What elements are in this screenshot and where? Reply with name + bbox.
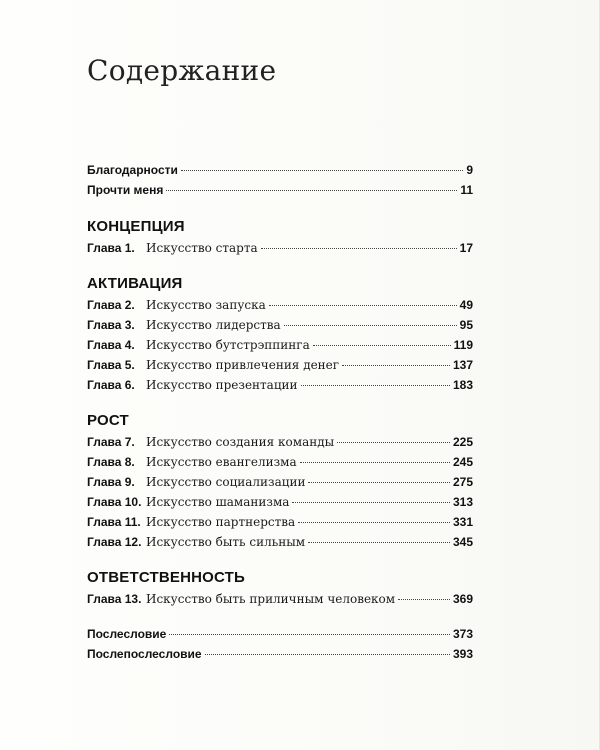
chapter-title: Искусство привлечения денег — [146, 358, 340, 372]
page-number: 275 — [452, 475, 473, 489]
dot-leader — [301, 385, 450, 386]
chapter-number: Глава 2. — [87, 298, 135, 312]
page-number: 11 — [460, 183, 473, 197]
dot-leader — [205, 654, 450, 655]
dot-leader — [342, 365, 450, 366]
dot-leader — [261, 248, 457, 249]
dot-leader — [284, 325, 457, 326]
toc-entry-chapter-12[interactable] — [87, 532, 473, 552]
dot-leader — [308, 542, 450, 543]
chapter-number: Глава 1. — [87, 241, 135, 255]
page-number: 245 — [452, 455, 473, 469]
page-number: 373 — [452, 627, 473, 641]
chapter-title: Искусство быть сильным — [146, 535, 306, 549]
toc-entry-acknowledgements[interactable] — [87, 160, 473, 180]
dot-leader — [181, 170, 463, 171]
dot-leader — [166, 190, 457, 191]
dot-leader — [300, 462, 450, 463]
chapter-title: Искусство партнерства — [146, 515, 296, 529]
toc-entry-post-afterword[interactable] — [87, 644, 473, 664]
page-number: 183 — [452, 378, 473, 392]
table-of-contents — [87, 160, 473, 664]
chapter-title: Искусство шаманизма — [146, 495, 290, 509]
chapter-number: Глава 10. — [87, 495, 142, 509]
chapter-title: Искусство евангелизма — [146, 455, 297, 469]
page-number: 225 — [452, 435, 473, 449]
page-number: 95 — [459, 318, 473, 332]
chapter-number: Глава 11. — [87, 515, 141, 529]
toc-entry-chapter-4[interactable] — [87, 335, 473, 355]
chapter-title: Искусство создания команды — [146, 435, 335, 449]
toc-entry-chapter-11[interactable] — [87, 512, 473, 532]
chapter-title: Искусство бутстрэппинга — [146, 338, 310, 352]
page-number: 331 — [452, 515, 473, 529]
toc-entry-chapter-3[interactable] — [87, 315, 473, 335]
entry-label: Послепослесловие — [87, 647, 202, 661]
toc-entry-chapter-5[interactable] — [87, 355, 473, 375]
page-title: Содержание — [87, 54, 277, 87]
dot-leader — [398, 599, 450, 600]
toc-entry-chapter-13[interactable] — [87, 589, 473, 609]
dot-leader — [269, 305, 457, 306]
chapter-title: Искусство лидерства — [146, 318, 281, 332]
toc-entry-chapter-7[interactable] — [87, 432, 473, 452]
page-number: 17 — [459, 241, 473, 255]
chapter-title: Искусство запуска — [146, 298, 266, 312]
page-number: 369 — [452, 592, 473, 606]
toc-entry-chapter-6[interactable] — [87, 375, 473, 395]
chapter-title: Искусство презентации — [146, 378, 298, 392]
toc-entry-chapter-8[interactable] — [87, 452, 473, 472]
dot-leader — [298, 522, 450, 523]
chapter-number: Глава 7. — [87, 435, 135, 449]
page-number: 9 — [466, 163, 473, 177]
page-number: 119 — [453, 338, 473, 352]
section-heading: КОНЦЕПЦИЯ — [87, 218, 185, 235]
dot-leader — [292, 502, 450, 503]
toc-entry-afterword[interactable] — [87, 624, 473, 644]
toc-entry-chapter-9[interactable] — [87, 472, 473, 492]
chapter-title: Искусство быть приличным человеком — [146, 592, 396, 606]
chapter-number: Глава 9. — [87, 475, 135, 489]
page-number: 313 — [452, 495, 473, 509]
chapter-number: Глава 13. — [87, 592, 142, 606]
section-heading: ОТВЕТСТВЕННОСТЬ — [87, 569, 246, 586]
toc-entry-chapter-2[interactable] — [87, 295, 473, 315]
chapter-number: Глава 4. — [87, 338, 135, 352]
entry-label: Послесловие — [87, 627, 167, 641]
page-number: 49 — [459, 298, 473, 312]
dot-leader — [337, 442, 450, 443]
chapter-number: Глава 3. — [87, 318, 135, 332]
toc-entry-chapter-1[interactable] — [87, 238, 473, 258]
chapter-number: Глава 5. — [87, 358, 135, 372]
chapter-number: Глава 8. — [87, 455, 135, 469]
chapter-number: Глава 6. — [87, 378, 135, 392]
entry-label: Прочти меня — [87, 183, 164, 197]
dot-leader — [169, 634, 450, 635]
section-heading: РОСТ — [87, 412, 129, 429]
chapter-title: Искусство старта — [146, 241, 258, 255]
dot-leader — [308, 482, 450, 483]
chapter-title: Искусство социализации — [146, 475, 306, 489]
toc-entry-chapter-10[interactable] — [87, 492, 473, 512]
page-number: 137 — [452, 358, 473, 372]
entry-label: Благодарности — [87, 163, 178, 177]
toc-entry-read-me[interactable] — [87, 180, 473, 200]
chapter-number: Глава 12. — [87, 535, 142, 549]
page-number: 393 — [452, 647, 473, 661]
page-number: 345 — [452, 535, 473, 549]
dot-leader — [313, 345, 451, 346]
section-heading: АКТИВАЦИЯ — [87, 275, 183, 292]
